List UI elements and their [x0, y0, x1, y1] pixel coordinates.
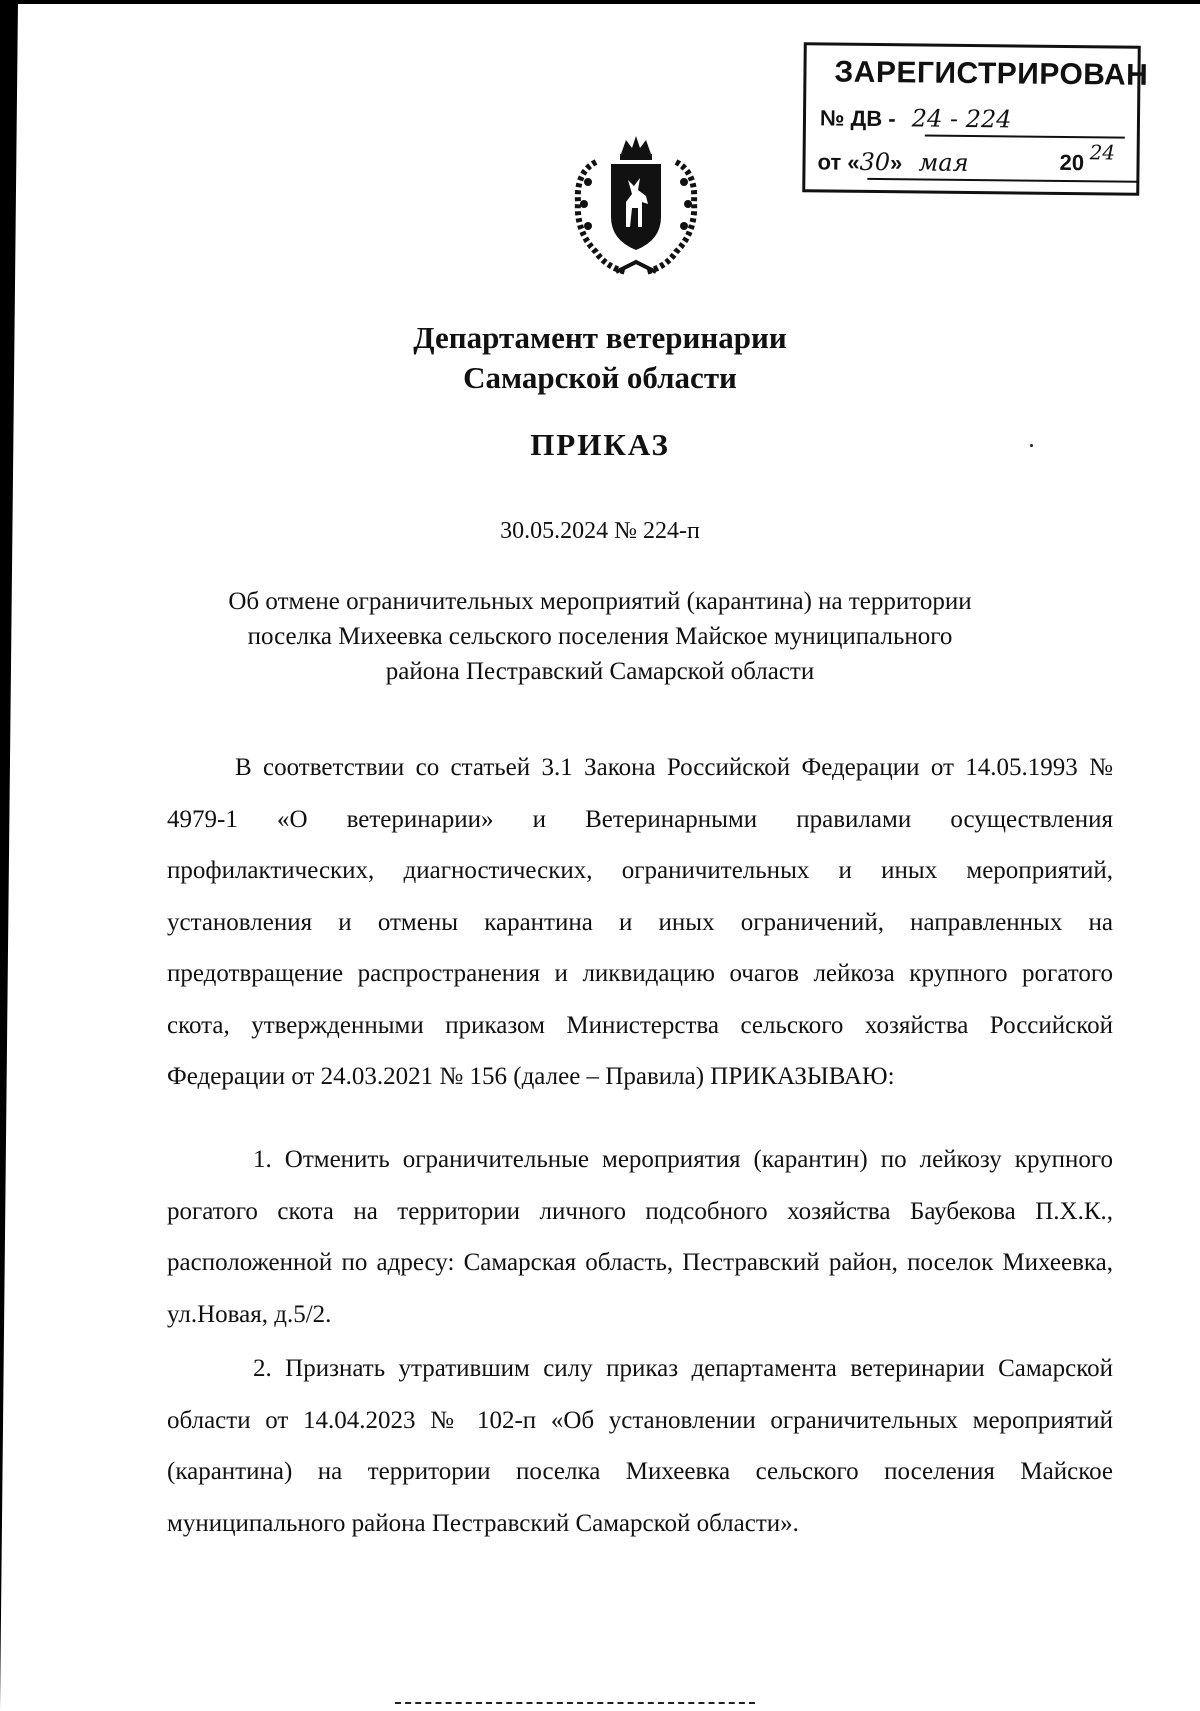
stamp-date-year-prefix: 20	[1059, 149, 1085, 176]
preamble-paragraph: В соответствии со статьей 3.1 Закона Российской Федерации от 14.05.1993 № 4979-1 «О ветеринарии» и Ветеринарными правилами осуществления профилактических, диагностических, ограничительных и иных мероприятий, установления и отмены карантина и иных ограничений, направленных на предотвращение распространения и ликвидацию очагов лейкоза крупного рогатого скота, утвержденными приказом Министерства сельского хозяйства Российской Федерации от 24.03.2021 № 156 (далее – Правила) ПРИКАЗЫВАЮ:	[167, 754, 1113, 1090]
stamp-date-month: мая	[918, 148, 969, 177]
document-type: ПРИКАЗ	[530, 427, 670, 462]
stamp-date-mid: »	[889, 150, 903, 176]
stamp-number-line	[820, 103, 1120, 134]
subject-line-2: поселка Михеевка сельского поселения Майское муниципального	[247, 623, 953, 650]
department-line-1: Департамент ветеринарии	[413, 320, 787, 355]
subject-line-1: Об отмене ограничительных мероприятий (карантина) на территории	[228, 588, 972, 615]
stamp-number-value: 24 - 224	[911, 104, 1012, 134]
document-subject	[0, 584, 1200, 689]
stamp-title: ЗАРЕГИСТРИРОВАН	[834, 55, 1149, 92]
registration-stamp	[802, 42, 1149, 196]
stamp-number-underline	[925, 135, 1125, 139]
stamp-date-prefix: от «	[817, 149, 860, 175]
stamp-date-year-suffix: 24	[1089, 140, 1116, 165]
stamp-date-underline	[867, 178, 1137, 183]
scan-edge-left	[0, 0, 18, 1711]
department-line-2: Самарской области	[463, 360, 737, 395]
subject-line-3: района Пестравский Самарской области	[385, 658, 815, 685]
scan-edge-top	[0, 0, 1200, 4]
department-name	[0, 318, 1200, 398]
scan-edge-bottom	[395, 1702, 755, 1706]
coat-of-arms-emblem	[566, 132, 706, 280]
stamp-date-day: 30	[859, 147, 891, 177]
order-item-2: 2. Признать утратившим силу приказ департамента ветеринарии Самарской области от 14.04.2023 № 102-п «Об установлении ограничительных мероприятий (карантина) на территории поселка Михеевка сельского поселения Майское муниципального района Пестравский Самарской области».	[167, 1355, 1113, 1537]
stamp-number-prefix: № ДВ -	[819, 105, 896, 132]
order-item-1: 1. Отменить ограничительные мероприятия (карантин) по лейкозу крупного рогатого скота на территории личного подсобного хозяйства Баубекова П.Х.К., расположенной по адресу: Самарская область, Пестравский район, поселок Михеевка, ул.Новая, д.5/2.	[167, 1146, 1113, 1328]
document-date-number: 30.05.2024 № 224-п	[500, 518, 700, 544]
stamp-date-line	[817, 140, 1132, 178]
